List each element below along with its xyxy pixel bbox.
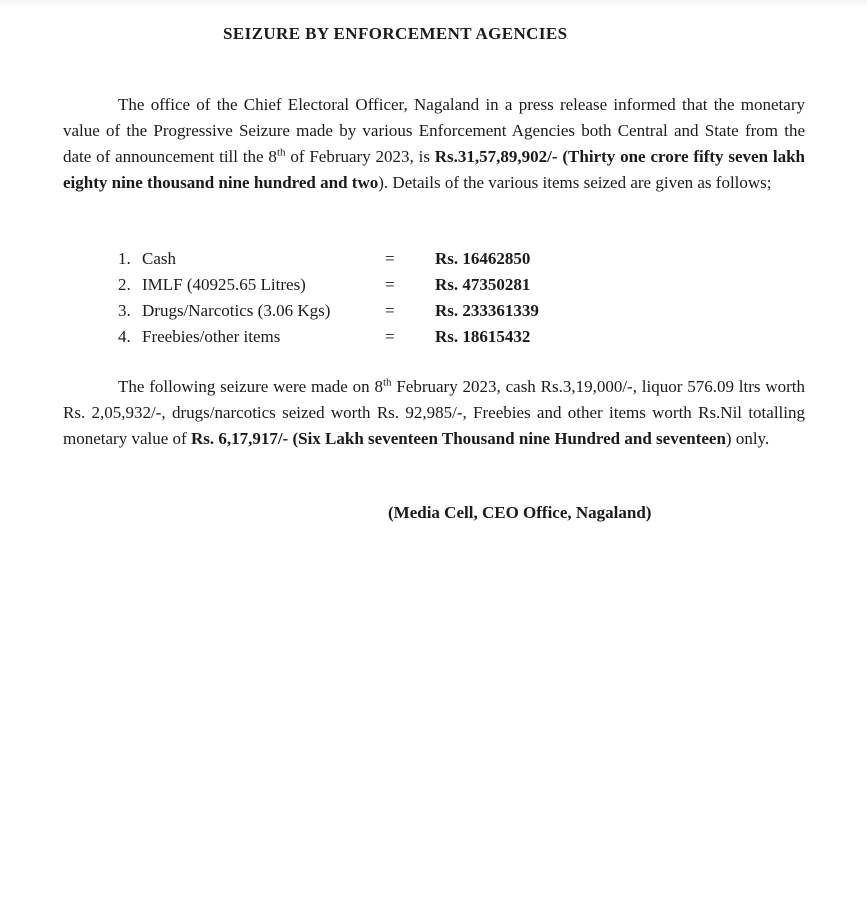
- item-number: 4.: [118, 327, 131, 346]
- seizure-items-list: [63, 246, 805, 350]
- item-label: IMLF (40925.65 Litres): [142, 275, 306, 294]
- daily-total-amount: Rs. 6,17,917/- (Six Lakh seventeen Thousand nine Hundred and seventeen: [190, 429, 726, 448]
- intro-text-mid: of February 2023, is: [285, 147, 435, 166]
- seizure-item-row-imlf: [118, 272, 805, 298]
- item-value: Rs. 18615432: [435, 327, 531, 346]
- item-value: Rs. 16462850: [435, 249, 531, 268]
- intro-paragraph: [63, 92, 805, 196]
- item-label: Drugs/Narcotics (3.06 Kgs): [142, 301, 331, 320]
- seizure-item-row-cash: [118, 246, 805, 272]
- total-progressive-seizure-amount: Rs.31,57,89,902/- (Thirty one crore fifty seven lakh eighty nine thousand nine hundred and two: [63, 147, 806, 192]
- daily-text-tail: ) only.: [725, 429, 770, 448]
- document-title: SEIZURE BY ENFORCEMENT AGENCIES: [223, 24, 568, 43]
- equals-sign: =: [385, 327, 395, 346]
- signature-line: (Media Cell, CEO Office, Nagaland): [388, 503, 652, 522]
- daily-seizure-paragraph: [63, 374, 805, 452]
- item-number: 3.: [118, 301, 131, 320]
- item-number: 1.: [118, 249, 131, 268]
- intro-text-tail: ). Details of the various items seized are given as follows;: [378, 173, 772, 192]
- item-number: 2.: [118, 275, 131, 294]
- item-value: Rs. 47350281: [435, 275, 531, 294]
- daily-text-mid: February 2023, cash Rs.3,19,000/-, liquor 576.09 ltrs worth Rs. 2,05,932/-, drugs/narcotics seized worth Rs. 92,985/-, Freebies and other items worth Rs.Nil totalling monetary value of: [63, 377, 805, 448]
- equals-sign: =: [385, 301, 395, 320]
- equals-sign: =: [385, 249, 395, 268]
- seizure-item-row-drugs: [118, 298, 805, 324]
- item-label: Freebies/other items: [142, 327, 281, 346]
- intro-text-lead: The office of the Chief Electoral Officer, Nagaland in a press release informed that the monetary value of the Progressive Seizure made by various Enforcement Agencies both Central and State from the date of announcement till the 8: [63, 95, 805, 166]
- equals-sign: =: [385, 275, 395, 294]
- item-label: Cash: [142, 249, 176, 268]
- daily-text-lead: The following seizure were made on 8: [118, 377, 383, 396]
- seizure-item-row-freebies: [118, 324, 805, 350]
- ordinal-superscript: th: [276, 146, 286, 159]
- item-value: Rs. 233361339: [435, 301, 539, 320]
- ordinal-superscript: th: [382, 376, 392, 389]
